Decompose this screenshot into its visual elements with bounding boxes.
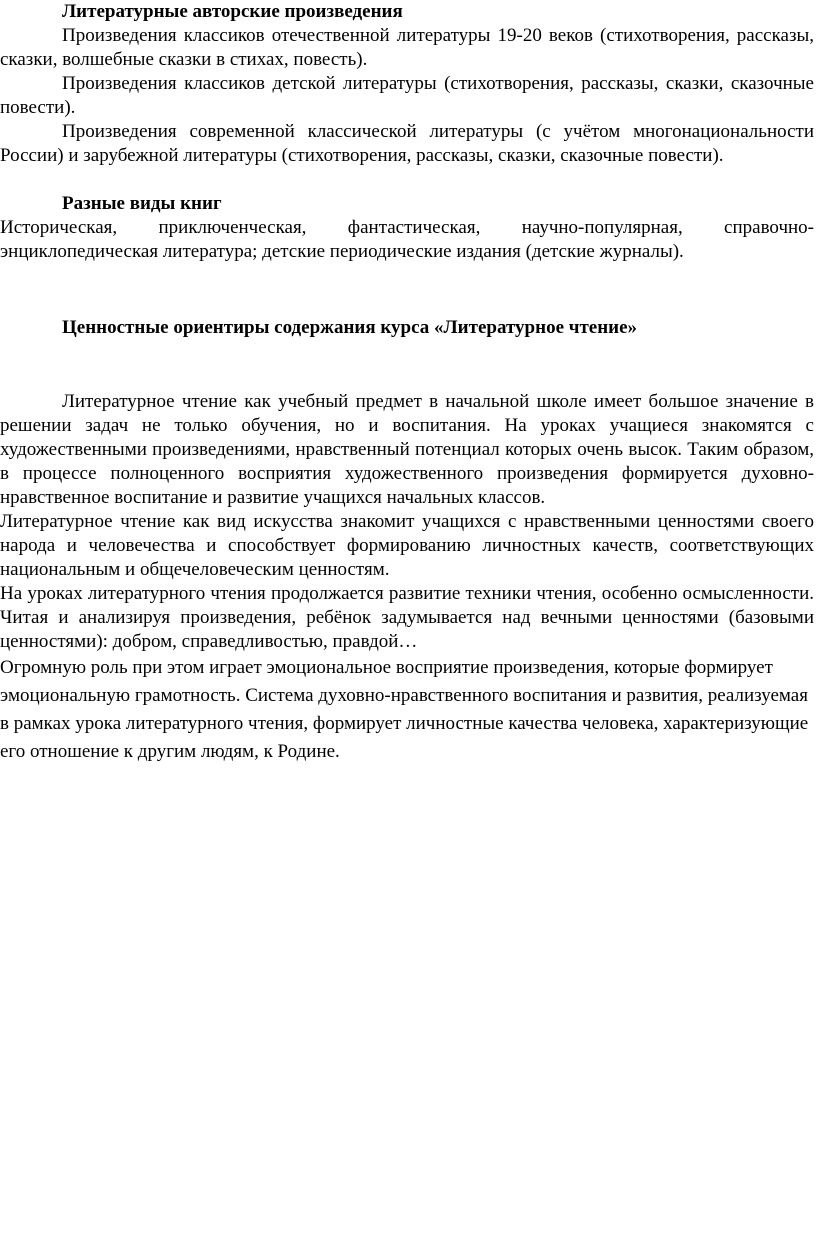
heading-authors: Литературные авторские произведения <box>62 1 403 22</box>
paragraph-book-kinds: Историческая, приключенческая, фантастическая, научно-популярная, справочно-энциклопедическая литература; детские периодические издания (детские журналы). <box>0 217 814 262</box>
heading-value-orientations: Ценностные ориентиры содержания курса «Литературное чтение» <box>62 317 638 338</box>
paragraph-values-3: На уроках литературного чтения продолжается развитие техники чтения, особенно осмысленности. Читая и анализируя произведения, ребёнок задумывается над вечными ценностями (базовыми ценностями): добром, справедливостью, правдой… <box>0 583 814 652</box>
paragraph-authors-children: Произведения классиков детской литературы (стихотворения, рассказы, сказки, сказочные повести). <box>0 73 814 118</box>
paragraph-values-2: Литературное чтение как вид искусства знакомит учащихся с нравственными ценностями своего народа и человечества и способствует формированию личностных качеств, соответствующих национальным и общечеловеческим ценностям. <box>0 511 814 580</box>
heading-book-kinds: Разные виды книг <box>62 193 222 214</box>
paragraph-values-1: Литературное чтение как учебный предмет в начальной школе имеет большое значение в решении задач не только обучения, но и воспитания. На уроках учащиеся знакомятся с художественными произведениями, нравственный потенциал которых очень высок. Таким образом, в процессе полноценного восприятия художественного произведения формируется духовно-нравственное воспитание и развитие учащихся начальных классов. <box>0 391 814 508</box>
paragraph-authors-modern: Произведения современной классической литературы (с учётом многонациональности России) и зарубежной литературы (стихотворения, рассказы, сказки, сказочные повести). <box>0 121 814 166</box>
paragraph-values-4: Огромную роль при этом играет эмоциональное восприятие произведения, которые формирует эмоциональную грамотность. Система духовно-нравственного воспитания и развития, реализуемая в рамках урока литературного чтения, формирует личностные качества человека, характеризующие его отношение к другим людям, к Родине. <box>0 657 809 762</box>
paragraph-authors-classics: Произведения классиков отечественной литературы 19-20 веков (стихотворения, рассказы, сказки, волшебные сказки в стихах, повесть). <box>0 25 814 70</box>
